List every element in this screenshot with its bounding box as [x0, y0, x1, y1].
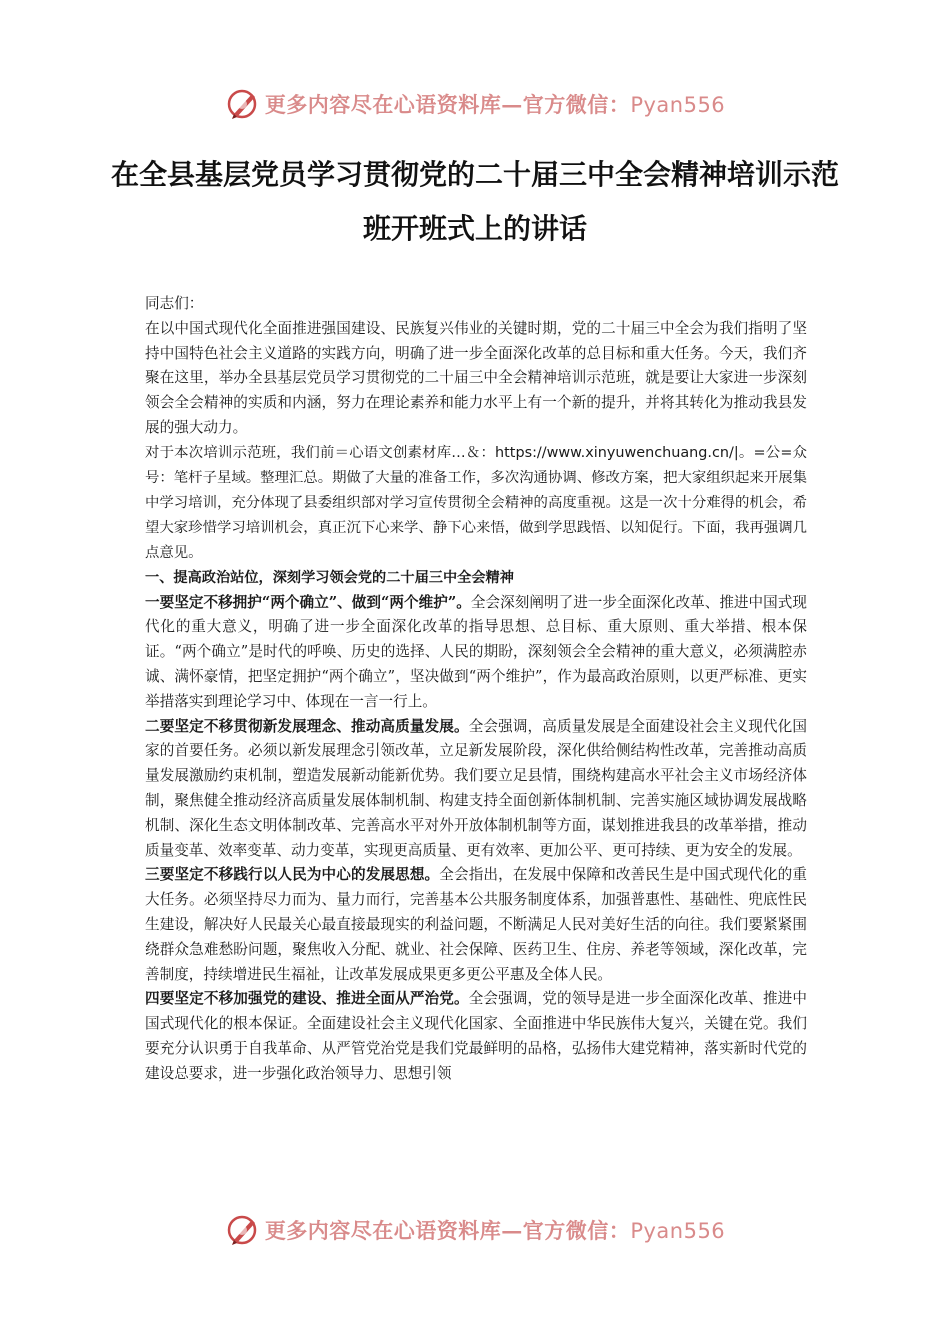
point-lead: 三要坚定不移践行以人民为中心的发展思想。	[145, 866, 440, 884]
point-body: 全会强调，高质量发展是全面建设社会主义现代化国家的首要任务。必须以新发展理念引领改革，立足新发展阶段，深化供给侧结构性改革，完善推动高质量发展激励约束机制，塑造发展新动能新优势。我们要立足县情，围绕构建高水平社会主义市场经济体制，聚焦健全推动经济高质量发展体制机制、构建支持全面创新体制机制、完善实施区域协调发展战略机制、深化生态文明体制改革、完善高水平对外开放体制机制等方面，谋划推进我县的改革举措，推动质量变革、效率变革、动力变革，实现更高质量、更有效率、更加公平、更可持续、更为安全的发展。	[145, 717, 807, 859]
pen-logo-icon	[225, 86, 261, 122]
point-body: 全会深刻阐明了进一步全面深化改革、推进中国式现代化的重大意义，明确了进一步全面深化改革的指导思想、总目标、重大原则、重大举措、根本保证。“两个确立”是时代的呼唤、历史的选择、人民的期盼，深刻领会全会精神的重大意义，必须满腔赤诚、满怀豪情，把坚定拥护“两个确立”，坚决做到“两个维护”，作为最高政治原则，以更严标准、更实举措落实到理论学习中、体现在一言一行上。	[145, 593, 807, 710]
point-paragraph	[145, 863, 807, 987]
point-paragraph	[145, 591, 807, 715]
wechat-id: Pyan556	[630, 93, 726, 117]
section-heading: 一、提高政治站位，深刻学习领会党的二十届三中全会精神	[145, 569, 514, 586]
point-body: 全会强调，党的领导是进一步全面深化改革、推进中国式现代化的根本保证。全面建设社会主义现代化国家、全面推进中华民族伟大复兴，关键在党。我们要充分认识勇于自我革命、从严管党治党是我们党最鲜明的品格，弘扬伟大建党精神，落实新时代党的建设总要求，进一步强化政治领导力、思想引领	[145, 990, 807, 1082]
intro-paragraph: 在以中国式现代化全面推进强国建设、民族复兴伟业的关键时期，党的二十届三中全会为我们指明了坚持中国特色社会主义道路的实践方向，明确了进一步全面深化改革的总目标和重大任务。今天，我们齐聚在这里，举办全县基层党员学习贯彻党的二十届三中全会精神培训示范班，就是要让大家进一步深刻领会全会精神的实质和内涵，努力在理论素养和能力水平上有一个新的提升，并将其转化为推动我县发展的强大动力。	[145, 319, 807, 436]
footer-banner	[0, 1208, 950, 1252]
banner-text: 更多内容尽在心语资料库—官方微信：	[264, 1218, 631, 1243]
point-paragraph	[145, 987, 807, 1086]
banner-text: 更多内容尽在心语资料库—官方微信：	[264, 92, 631, 117]
point-body: 全会指出，在发展中保障和改善民生是中国式现代化的重大任务。必须坚持尽力而为、量力而行，完善基本公共服务制度体系，加强普惠性、基础性、兜底性民生建设，解决好人民最关心最直接最现实的利益问题，不断满足人民对美好生活的向往。我们要紧紧围绕群众急难愁盼问题，聚焦收入分配、就业、社会保障、医药卫生、住房、养老等领域，深化改革，完善制度，持续增进民生福祉，让改革发展成果更多更公平惠及全体人民。	[145, 866, 807, 983]
salutation: 同志们：	[145, 295, 204, 312]
point-lead: 二要坚定不移贯彻新发展理念、推动高质量发展。	[145, 717, 469, 735]
header-banner	[0, 82, 950, 126]
thanks-paragraph: 对于本次培训示范班，我们前＝心语文创素材库…＆：https://www.xinyuwenchuang.cn/|。=公=众号：笔杆子星域。整理汇总。期做了大量的准备工作，多次沟通协调、修改方案，把大家组织起来开展集中学习培训，充分体现了县委组织部对学习宣传贯彻全会精神的高度重视。这是一次十分难得的机会，希望大家珍惜学习培训机会，真正沉下心来学、静下心来悟，做到学思践悟、以知促行。下面，我再强调几点意见。	[145, 444, 807, 561]
point-paragraph	[145, 715, 807, 864]
page-title: 在全县基层党员学习贯彻党的二十届三中全会精神培训示范班开班式上的讲话	[110, 158, 839, 245]
pen-logo-icon	[225, 1212, 261, 1248]
document-body	[145, 292, 807, 1087]
point-lead: 四要坚定不移加强党的建设、推进全面从严治党。	[145, 990, 469, 1008]
wechat-id: Pyan556	[630, 1219, 726, 1243]
point-lead: 一要坚定不移拥护“两个确立”、做到“两个维护”。	[145, 593, 471, 611]
